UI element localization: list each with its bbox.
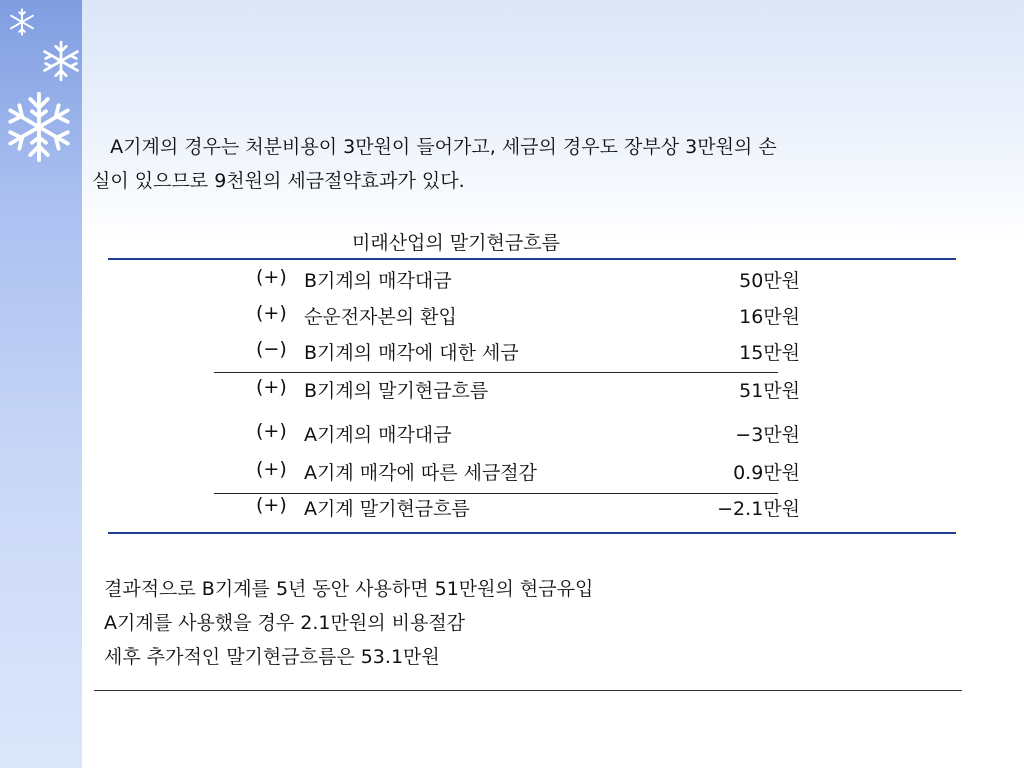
table-title: 미래산업의 말기현금흐름 bbox=[352, 232, 560, 254]
row-amount: −2.1만원 bbox=[717, 498, 800, 520]
summary-line: 결과적으로 B기계를 5년 동안 사용하면 51만원의 현금유입 bbox=[104, 578, 594, 600]
row-amount: 0.9만원 bbox=[733, 462, 800, 484]
row-sign: (+) bbox=[256, 302, 287, 324]
row-label: A기계 매각에 따른 세금절감 bbox=[304, 462, 538, 484]
row-sign: (+) bbox=[256, 376, 287, 398]
row-sign: (−) bbox=[256, 338, 287, 360]
table-bottom-rule bbox=[108, 532, 956, 534]
row-sign: (+) bbox=[256, 266, 287, 288]
row-amount: −3만원 bbox=[735, 424, 800, 446]
row-label: B기계의 매각에 대한 세금 bbox=[304, 342, 519, 364]
row-amount: 51만원 bbox=[739, 380, 800, 402]
row-label: A기계 말기현금흐름 bbox=[304, 498, 470, 520]
row-sign: (+) bbox=[256, 458, 287, 480]
row-label: A기계의 매각대금 bbox=[304, 424, 452, 446]
snowflake-icon bbox=[8, 8, 36, 36]
row-amount: 16만원 bbox=[739, 306, 800, 328]
side-decoration-strip bbox=[0, 0, 82, 768]
summary-line: 세후 추가적인 말기현금흐름은 53.1만원 bbox=[104, 646, 440, 668]
table-top-rule bbox=[108, 258, 956, 260]
footer-rule bbox=[94, 690, 962, 691]
intro-paragraph: A기계의 경우는 처분비용이 3만원이 들어가고, 세금의 경우도 장부상 3만원의 손 실이 있으므로 9천원의 세금절약효과가 있다. bbox=[92, 136, 777, 192]
snowflake-icon bbox=[40, 40, 82, 82]
row-amount: 50만원 bbox=[739, 270, 800, 292]
row-label: B기계의 말기현금흐름 bbox=[304, 380, 489, 402]
row-amount: 15만원 bbox=[739, 342, 800, 364]
row-sign: (+) bbox=[256, 420, 287, 442]
row-sign: (+) bbox=[256, 494, 287, 516]
row-label: B기계의 매각대금 bbox=[304, 270, 452, 292]
row-label: 순운전자본의 환입 bbox=[304, 306, 457, 328]
subtotal-rule bbox=[214, 372, 778, 373]
summary-line: A기계를 사용했을 경우 2.1만원의 비용절감 bbox=[104, 612, 466, 634]
snowflake-icon bbox=[4, 92, 74, 162]
